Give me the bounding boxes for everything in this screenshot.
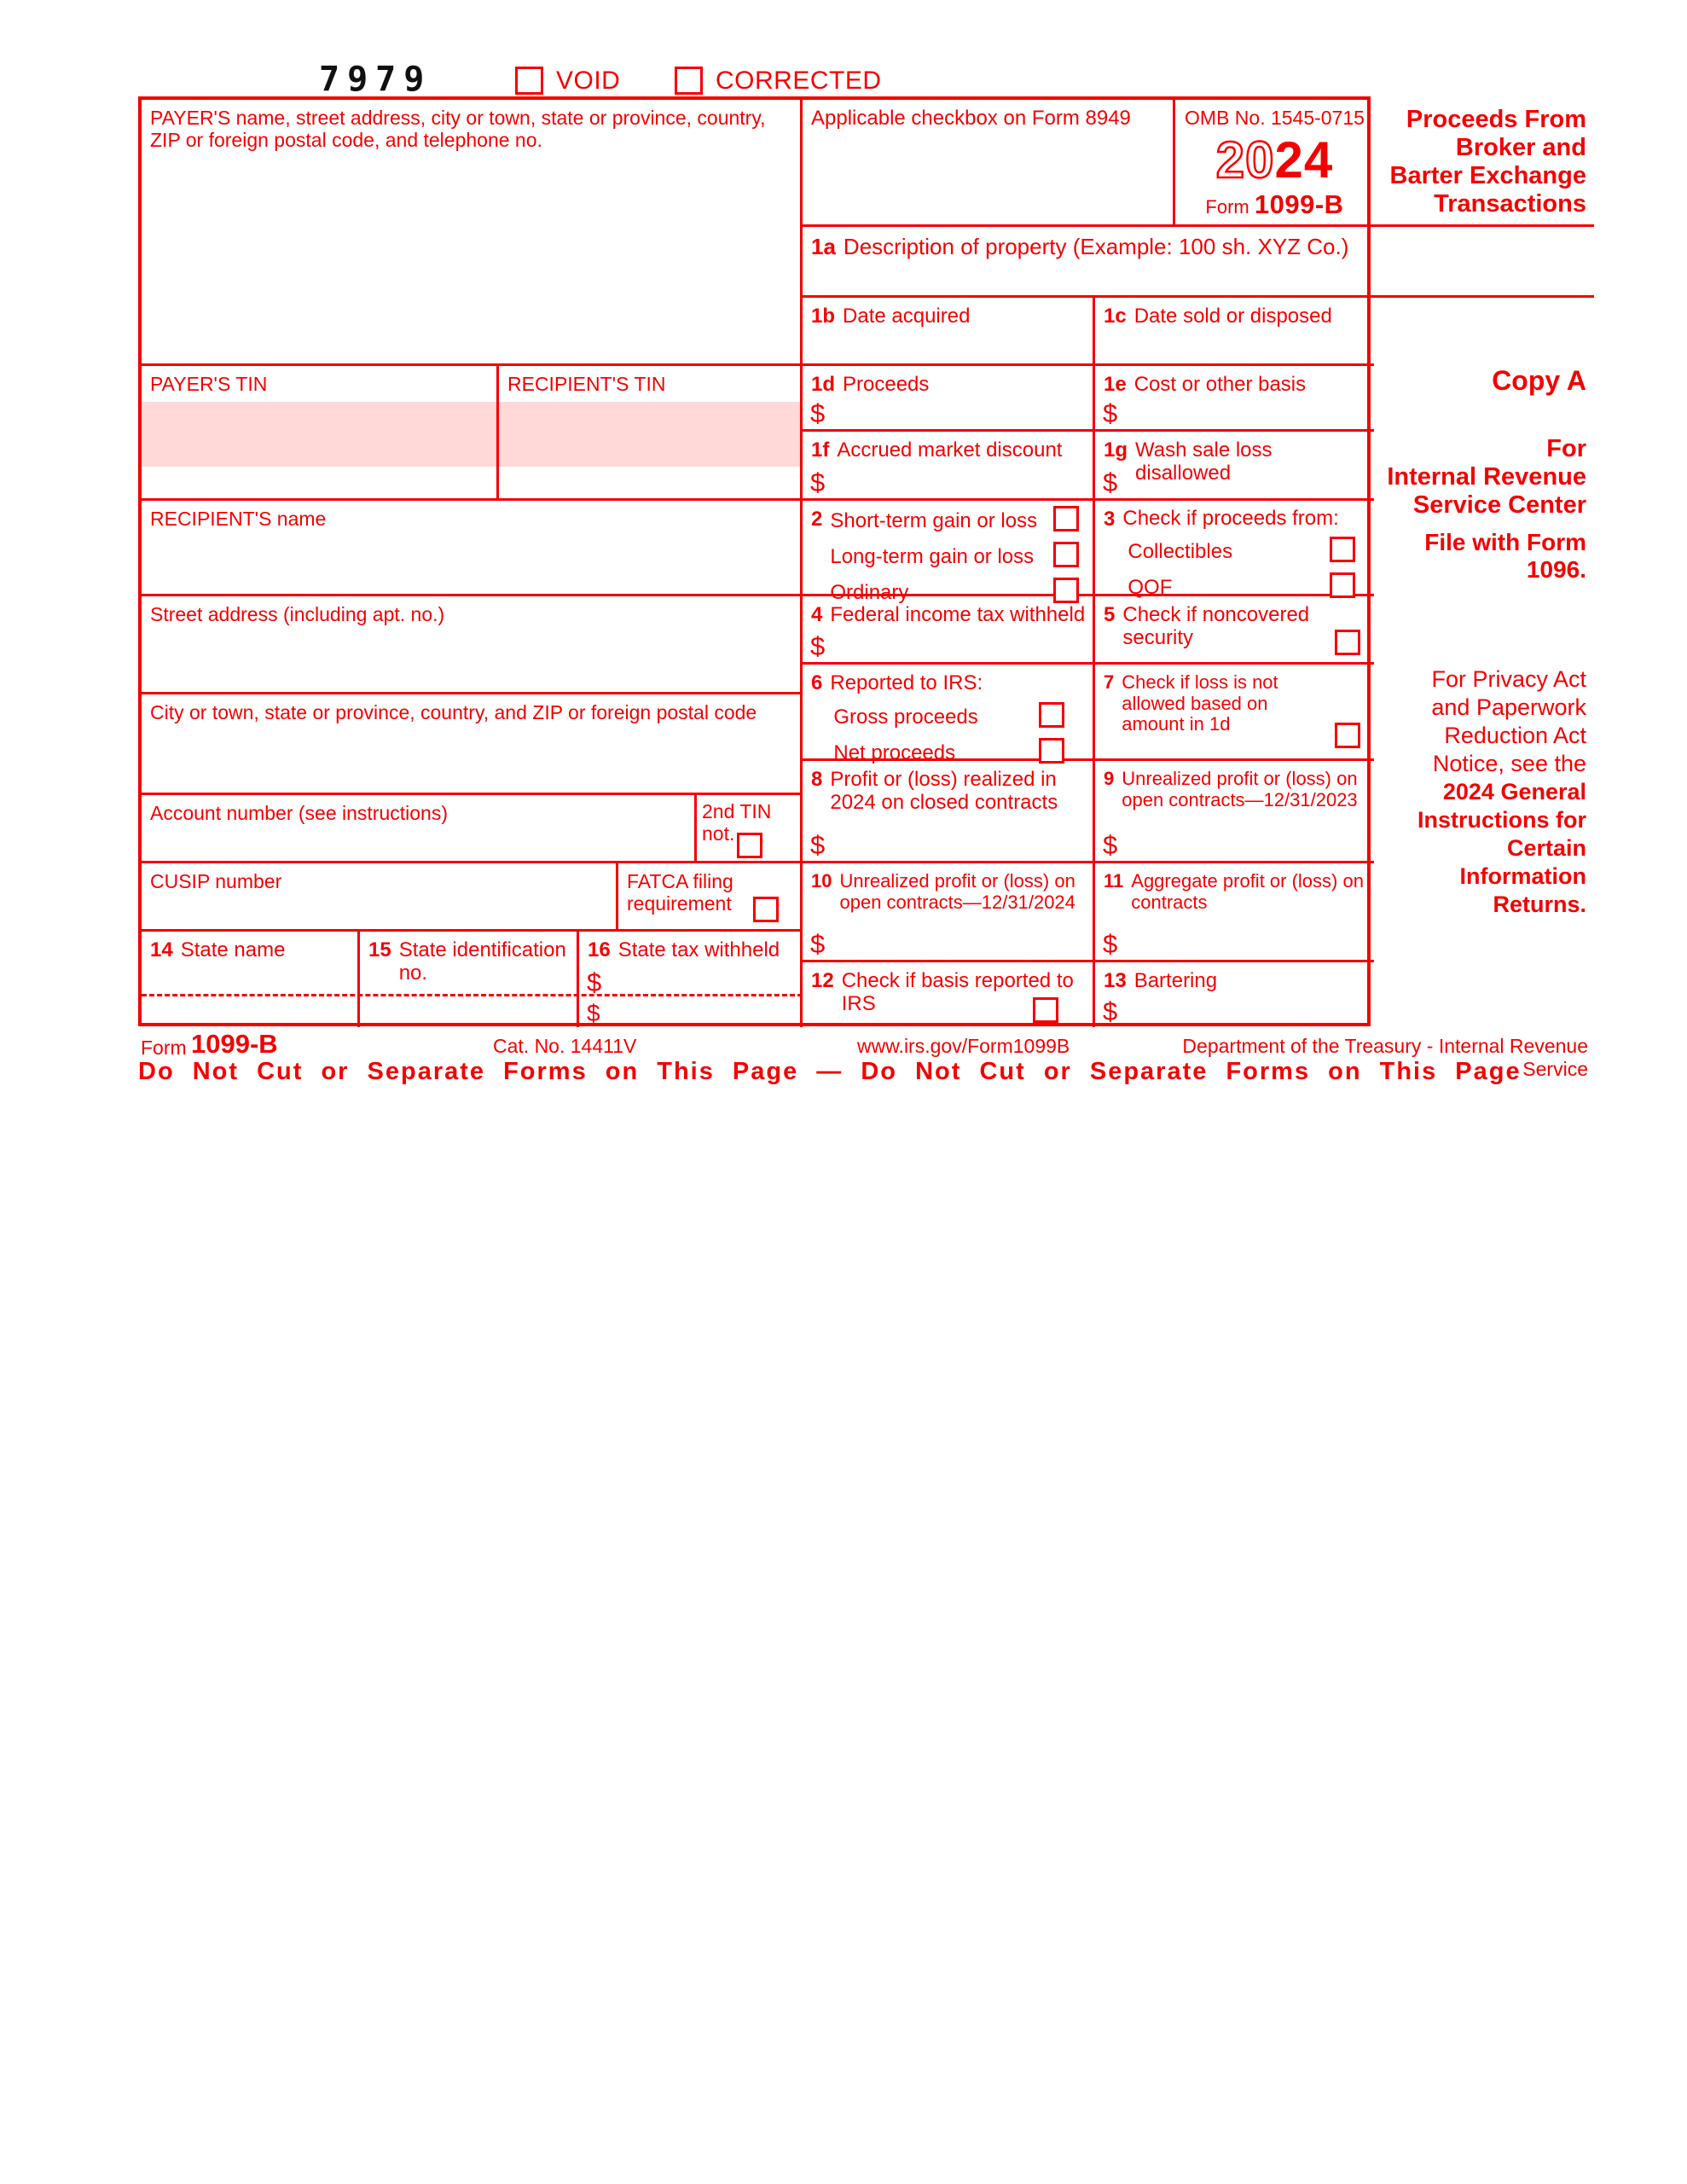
dollar-sign: $ — [1103, 929, 1118, 959]
for-irs-center-label: For Internal Revenue Service Center — [1387, 435, 1586, 519]
tax-year: 2024 — [1215, 131, 1334, 189]
catalog-number: Cat. No. 14411V — [493, 1035, 637, 1057]
box1g-number: 1g — [1104, 439, 1128, 462]
irs-url[interactable]: www.irs.gov/Form1099B — [857, 1035, 1070, 1057]
box11-label: Aggregate profit or (loss) on contracts — [1131, 870, 1364, 913]
box7-loss-not-allowed — [1095, 665, 1374, 761]
box13-label: Bartering — [1133, 969, 1218, 992]
gross-proceeds-checkbox[interactable] — [1039, 702, 1064, 728]
box1b-label: Date acquired — [843, 305, 971, 328]
noncovered-checkbox[interactable] — [1335, 630, 1360, 655]
box11-number: 11 — [1104, 870, 1124, 892]
box2-gain-type — [803, 501, 1095, 604]
footer-form-number: 1099-B — [191, 1029, 278, 1059]
box1a-description-field[interactable] — [803, 227, 1374, 298]
net-proceeds-checkbox[interactable] — [1039, 738, 1064, 764]
box15-label: State identification no. — [398, 938, 566, 985]
form-1099b-grid — [138, 96, 1371, 1026]
form8949-checkbox-field[interactable] — [803, 100, 1175, 227]
long-term-checkbox[interactable] — [1053, 542, 1079, 567]
box6-number: 6 — [811, 671, 823, 694]
box3-proceeds-from — [1095, 501, 1374, 599]
box7-label: Check if loss is not allowed based on amount in 1d — [1122, 671, 1278, 735]
account-number-label: Account number (see instructions) — [150, 802, 448, 824]
privacy-act-notice: For Privacy Act and Paperwork Reduction Act Notice, see the 2024 General Instructions for Certain Information Returns. — [1417, 666, 1586, 917]
treasury-department-label: Department of the Treasury - Internal Revenue Service — [1182, 1035, 1588, 1080]
loss-not-allowed-checkbox[interactable] — [1335, 723, 1360, 748]
box1a-rule-extension — [1371, 295, 1594, 298]
box1f-number: 1f — [811, 439, 830, 462]
form-title: Proceeds From Broker and Barter Exchange Transactions — [1389, 106, 1586, 218]
box1g-label: Wash sale loss disallowed — [1135, 439, 1272, 485]
recipient-tin-field[interactable] — [499, 366, 803, 501]
footer-form-word: Form — [141, 1037, 187, 1059]
second-tin-checkbox[interactable] — [737, 833, 762, 858]
omb-year-box — [1175, 100, 1374, 227]
fatca-label: FATCA filing requirement — [627, 870, 733, 915]
payer-tin-label: PAYER'S TIN — [150, 373, 268, 395]
dollar-sign: $ — [1103, 398, 1118, 428]
box1a-number: 1a — [811, 234, 836, 259]
street-address-field[interactable] — [142, 596, 803, 694]
box1c-label: Date sold or disposed — [1133, 305, 1332, 328]
city-label: City or town, state or province, country, and ZIP or foreign postal code — [150, 701, 757, 723]
box14-state-name[interactable] — [142, 932, 360, 1027]
box1c-number: 1c — [1104, 305, 1127, 328]
box10-number: 10 — [811, 870, 832, 892]
box5-label: Check if noncovered security — [1122, 603, 1310, 649]
box10-label: Unrealized profit or (loss) on open contracts—12/31/2024 — [839, 870, 1075, 913]
box16-number: 16 — [588, 938, 611, 961]
dollar-sign: $ — [810, 631, 826, 661]
box4-number: 4 — [811, 603, 823, 626]
box2-long-term-label: Long-term gain or loss — [830, 545, 1035, 568]
box8-profit-closed[interactable] — [803, 761, 1095, 863]
street-address-label: Street address (including apt. no.) — [150, 603, 445, 625]
box13-number: 13 — [1104, 969, 1127, 992]
box8-label: Profit or (loss) realized in 2024 on closed contracts — [830, 768, 1058, 814]
form-number-line: Form 1099-B — [1205, 189, 1344, 219]
box6-label: Reported to IRS: — [830, 671, 983, 694]
dollar-sign: $ — [1103, 830, 1118, 860]
do-not-cut-warning: Do Not Cut or Separate Forms on This Page — Do Not Cut or Separate Forms on This Page — [138, 1058, 1522, 1085]
box4-label: Federal income tax withheld — [830, 603, 1086, 626]
box15-state-id[interactable] — [360, 932, 579, 1027]
box1g-wash-sale[interactable] — [1095, 432, 1374, 501]
box1f-accrued-discount[interactable] — [803, 432, 1095, 501]
print-control-code: 7979 — [319, 60, 432, 99]
box8-number: 8 — [811, 768, 823, 791]
omb-number: OMB No. 1545-0715 — [1185, 107, 1365, 129]
box10-unrealized-2024[interactable] — [803, 863, 1095, 962]
box1d-number: 1d — [811, 373, 836, 396]
net-proceeds-label: Net proceeds — [833, 741, 956, 764]
file-with-1096-label: File with Form 1096. — [1424, 529, 1586, 583]
cusip-field[interactable] — [142, 863, 618, 932]
dollar-sign: $ — [587, 967, 602, 997]
second-tin-label: 2nd TIN not. — [702, 800, 772, 845]
qof-label: QOF — [1128, 575, 1173, 599]
box1b-date-acquired[interactable] — [803, 298, 1095, 366]
header-rule-extension — [1371, 224, 1594, 227]
dollar-sign: $ — [810, 398, 826, 428]
box1d-label: Proceeds — [843, 373, 930, 396]
box16-state-tax[interactable] — [579, 932, 803, 1027]
corrected-checkbox[interactable] — [675, 67, 703, 95]
box4-federal-tax[interactable] — [803, 596, 1095, 665]
fatca-box — [618, 863, 803, 932]
box1d-proceeds[interactable] — [803, 366, 1095, 432]
box9-label: Unrealized profit or (loss) on open contracts—12/31/2023 — [1122, 768, 1358, 810]
qof-checkbox[interactable] — [1330, 572, 1355, 598]
box2-short-term-label: Short-term gain or loss — [830, 509, 1038, 532]
void-label: VOID — [556, 67, 621, 95]
second-tin-box — [697, 795, 803, 863]
box3-number: 3 — [1104, 508, 1116, 531]
collectibles-checkbox[interactable] — [1330, 537, 1355, 562]
void-checkbox[interactable] — [515, 67, 543, 95]
box11-aggregate[interactable] — [1095, 863, 1374, 962]
box1a-label: Description of property (Example: 100 sh. XYZ Co.) — [843, 234, 1349, 259]
dollar-sign: $ — [587, 1000, 600, 1026]
cusip-label: CUSIP number — [150, 870, 282, 892]
box15-number: 15 — [368, 938, 391, 961]
dollar-sign: $ — [1103, 996, 1118, 1026]
recipient-name-field[interactable] — [142, 501, 803, 596]
box1e-number: 1e — [1104, 373, 1127, 396]
collectibles-label: Collectibles — [1128, 539, 1233, 563]
dollar-sign: $ — [810, 929, 826, 959]
city-field[interactable] — [142, 694, 803, 795]
corrected-label: CORRECTED — [716, 67, 882, 95]
short-term-checkbox[interactable] — [1053, 506, 1079, 531]
box16-label: State tax withheld — [617, 938, 780, 961]
box1c-date-sold[interactable] — [1095, 298, 1374, 366]
box1e-cost-basis[interactable] — [1095, 366, 1374, 432]
box14-number: 14 — [150, 938, 173, 961]
payer-info-field[interactable] — [142, 100, 803, 366]
box12-basis-reported — [803, 962, 1095, 1027]
basis-reported-checkbox[interactable] — [1033, 997, 1058, 1023]
box7-number: 7 — [1104, 671, 1115, 693]
box3-label: Check if proceeds from: — [1122, 507, 1339, 530]
recipient-tin-label: RECIPIENT'S TIN — [507, 373, 666, 395]
box1e-label: Cost or other basis — [1133, 373, 1307, 396]
copy-a-label: Copy A — [1492, 365, 1586, 396]
payer-info-label: PAYER'S name, street address, city or town, state or province, country, ZIP or foreign postal code, and telephone no. — [150, 107, 766, 152]
box6-reported-to-irs — [803, 665, 1095, 764]
box5-number: 5 — [1104, 603, 1116, 626]
box12-label: Check if basis reported to IRS — [841, 969, 1074, 1015]
box1f-label: Accrued market discount — [837, 439, 1063, 462]
dollar-sign: $ — [1103, 468, 1118, 497]
form8949-label: Applicable checkbox on Form 8949 — [811, 107, 1131, 130]
state-row-divider — [142, 994, 803, 996]
payer-tin-field[interactable] — [142, 366, 499, 501]
dollar-sign: $ — [810, 830, 826, 860]
fatca-checkbox[interactable] — [753, 897, 779, 922]
gross-proceeds-label: Gross proceeds — [833, 705, 978, 729]
box12-number: 12 — [811, 969, 834, 992]
box1b-number: 1b — [811, 305, 836, 328]
box2-ordinary-label: Ordinary — [830, 581, 909, 604]
box2-number: 2 — [811, 508, 823, 531]
recipient-name-label: RECIPIENT'S name — [150, 508, 327, 530]
dollar-sign: $ — [810, 468, 826, 497]
box9-number: 9 — [1104, 768, 1115, 789]
box13-bartering[interactable] — [1095, 962, 1374, 1027]
box9-unrealized-2023[interactable] — [1095, 761, 1374, 863]
box5-noncovered — [1095, 596, 1374, 665]
box14-label: State name — [180, 938, 286, 961]
account-number-field[interactable] — [142, 795, 697, 863]
